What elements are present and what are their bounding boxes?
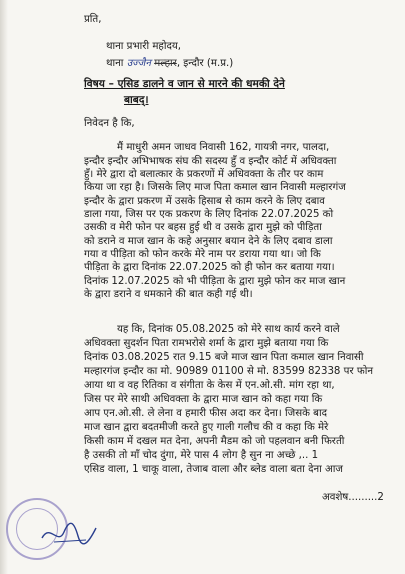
para2-line: यह कि, दिनांक 05.08.2025 को मेरे साथ कार्य करने वाले bbox=[117, 324, 340, 335]
para1-line: डाला गया, जिस पर एक प्रकरण के लिए दिनांक 22.07.2025 को bbox=[84, 209, 334, 220]
para2-line: माज खान द्वारा बदतमीजी करते हुए गाली गलौच की व कहा कि मेरे bbox=[84, 422, 329, 433]
para2-line: जिस पर मेरे साथी अधिवक्ता के द्वारा माज खान को कहा गया कि bbox=[84, 394, 323, 405]
greeting: निवेदन है कि, bbox=[84, 118, 135, 129]
signature-scribble bbox=[40, 518, 100, 548]
recipient-line2 bbox=[106, 58, 233, 70]
struck-station: मल्हार bbox=[154, 58, 177, 69]
recipient-prefix: थाना bbox=[106, 58, 124, 69]
para2-line: मल्हारगंज इन्दौर का मो. 90989 01100 से मो. 83599 82338 पर फोन bbox=[84, 366, 373, 377]
para2-line: आप एन.ओ.सी. ले लेना व हमारी फीस अदा कर देना। जिसके बाद bbox=[84, 408, 328, 419]
para1-line: इन्दौर के द्वारा प्रकरण में उसके हिसाब से काम करने के लिए दबाव bbox=[84, 196, 325, 207]
para2-line: एसिड वाला, 1 चाकू वाला, तेजाब वाला और ब्लेड वाला बता देना आज bbox=[84, 464, 343, 475]
continuation-marker: अवशेष.........2 bbox=[322, 492, 384, 503]
para2-line: किसी काम में दखल मत देना, अपनी मैडम को जो पहलवान बनी फिरती bbox=[84, 436, 345, 447]
para1-line: दिनांक 12.07.2025 को भी पीड़िता के द्वारा मुझे फोन कर माज खान bbox=[84, 276, 346, 287]
para2-line: दिनांक 03.08.2025 रात 9.15 बजे माज खान पिता कमाल खान निवासी bbox=[84, 352, 364, 363]
para1-line: उसकी व मेरी फोन पर बहस हुई थी व उसके द्वारा मुझे को पीड़िता bbox=[84, 222, 322, 233]
recipient-line1: थाना प्रभारी महोदय, bbox=[106, 41, 182, 52]
para1-line: मैं माधुरी अमन जाधव निवासी 162, गायत्री नगर, पालदा, bbox=[117, 142, 330, 153]
para2-line: आया था व वह रितिका व संगीता के केस में एन.ओ.सी. मांग रहा था, bbox=[84, 380, 335, 391]
para2-line: अधिवक्ता सुदर्शन पिता रामभरोसे शर्मा के द्वारा मुझे बताया गया कि bbox=[84, 338, 329, 349]
para1-line: के द्वारा डराने व धमकाने की बात कही गई थी। bbox=[84, 289, 253, 300]
salutation: प्रति, bbox=[84, 14, 102, 25]
para1-line: पीड़िता के द्वारा दिनांक 22.07.2025 को ही फोन कर बताया गया। bbox=[84, 262, 335, 273]
para1-line: हुँ। मेरे द्वारा दो बलात्कार के प्रकरणों में अधिवक्ता के तौर पर काम bbox=[84, 169, 324, 180]
para1-line: किया जा रहा है। जिसके लिए माज पिता कमाल खान निवासी मल्हारगंज bbox=[84, 182, 346, 193]
handwritten-station: उज्जैन bbox=[126, 58, 151, 69]
para1-line: गया व पीड़िता को फोन करके मेरे नाम पर डराया गया था। जो कि bbox=[84, 249, 321, 260]
recipient-suffix: , इन्दौर (म.प्र.) bbox=[176, 58, 234, 69]
para1-line: इन्दौर इन्दौर अभिभाषक संघ की सदस्य हुँ व इन्दौर कोर्ट में अधिवक्ता bbox=[84, 156, 337, 167]
subject-line1: विषय – एसिड डालने व जान से मारने की धमकी देने bbox=[84, 78, 285, 90]
page-edge-shadow bbox=[0, 0, 8, 574]
subject-line2: बाबद्। bbox=[124, 94, 149, 106]
para2-line: है उसकी तो माँ चोद दुंगा, मेरे पास 4 लोग है सुन ना अच्छे ,.. 1 bbox=[84, 450, 319, 461]
para1-line: को डराने व माज खान के कहे अनुसार बयान देने के लिए दबाव डाला bbox=[84, 236, 333, 247]
